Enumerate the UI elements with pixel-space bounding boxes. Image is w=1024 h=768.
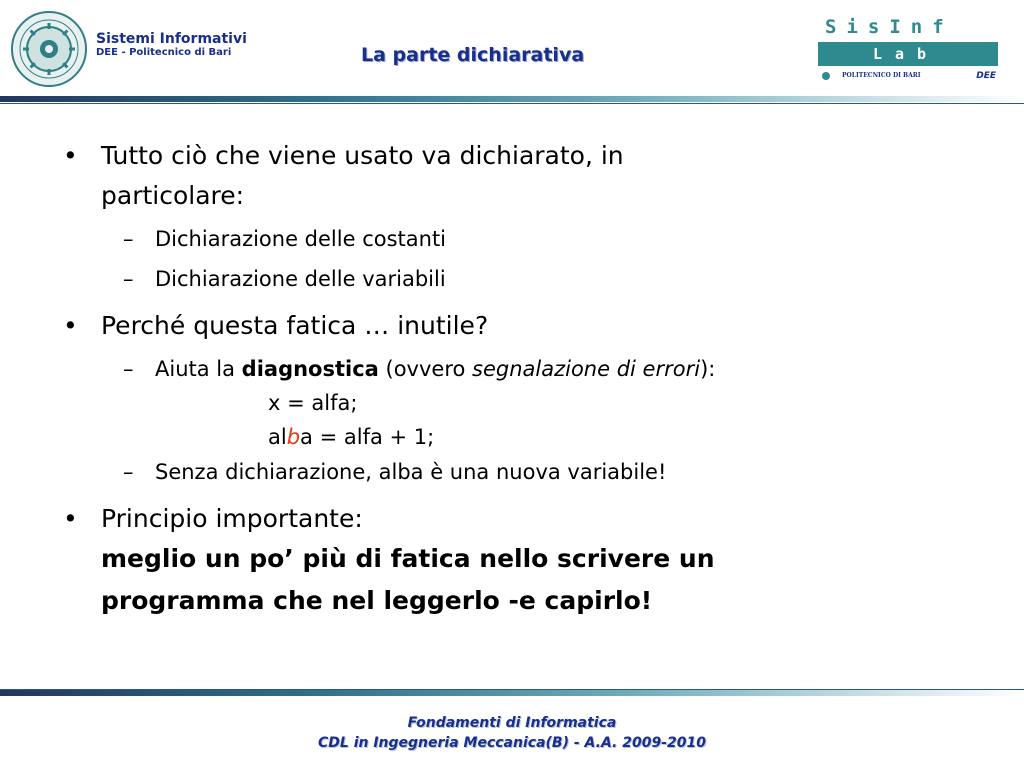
code-typo-highlight: b bbox=[286, 425, 301, 449]
principle-line-2: programma che nel leggerlo -e capirlo! bbox=[101, 586, 653, 615]
brand-block bbox=[96, 31, 247, 59]
bullet-text: Principio importante: bbox=[101, 504, 363, 533]
sub-item-italic: segnalazione di errori bbox=[472, 357, 701, 381]
bullet-text: Tutto ciò che viene usato va dichiarato, in bbox=[101, 141, 624, 170]
sub-item-diagnostics bbox=[123, 354, 716, 384]
footer-degree: CDL in Ingegneria Meccanica(B) - A.A. 2009-2010 bbox=[318, 735, 706, 751]
bullet-marker: • bbox=[63, 141, 78, 170]
footer-divider-band bbox=[0, 690, 1024, 696]
bullet-item-3 bbox=[63, 499, 363, 539]
sub-item-text-mid: (ovvero bbox=[378, 357, 473, 381]
code-line-1: x = alfa; bbox=[268, 391, 358, 415]
header-divider-band bbox=[0, 96, 1024, 102]
bullet-item-1 bbox=[63, 136, 624, 176]
lab-logo-politecnico: POLITECNICO DI BARI bbox=[842, 72, 921, 79]
bullet-marker: • bbox=[63, 311, 78, 340]
brand-subtitle: DEE - Politecnico di Bari bbox=[96, 47, 232, 58]
bullet-text: Perché questa fatica … inutile? bbox=[101, 311, 489, 340]
principle-line-1: meglio un po’ più di fatica nello scrivere un bbox=[101, 544, 715, 573]
lab-logo-dee: DEE bbox=[976, 71, 996, 81]
sub-item-text-suffix: ): bbox=[700, 357, 716, 381]
bullet-item-1-continued bbox=[101, 176, 244, 216]
lab-logo-footer bbox=[818, 70, 998, 82]
dash-marker: – bbox=[123, 227, 134, 251]
sub-item-no-declaration bbox=[123, 457, 667, 487]
gear-icon bbox=[822, 72, 830, 80]
sub-item-text-prefix: Aiuta la bbox=[155, 357, 242, 381]
code-part-a: al bbox=[268, 425, 287, 449]
brand-name: Sistemi Informativi bbox=[96, 31, 247, 47]
sub-item-constants bbox=[123, 224, 447, 254]
dash-marker: – bbox=[123, 460, 134, 484]
code-line-2 bbox=[268, 422, 434, 452]
bullet-marker: • bbox=[63, 504, 78, 533]
politecnico-seal-logo bbox=[10, 10, 88, 88]
sub-item-variables bbox=[123, 264, 446, 294]
sisinf-lab-logo bbox=[818, 14, 998, 84]
code-part-c: a = alfa + 1; bbox=[300, 425, 435, 449]
dash-marker: – bbox=[123, 267, 134, 291]
sub-item-bold: diagnostica bbox=[241, 357, 379, 381]
footer-course: Fondamenti di Informatica bbox=[407, 715, 617, 731]
sub-item-text: Dichiarazione delle variabili bbox=[155, 267, 446, 291]
sub-item-text: Dichiarazione delle costanti bbox=[155, 227, 447, 251]
lab-logo-line2: Lab bbox=[818, 42, 998, 66]
header-divider-line bbox=[0, 103, 1024, 104]
bullet-text: particolare: bbox=[101, 181, 245, 210]
lab-logo-line1: SisInf bbox=[818, 14, 998, 40]
sub-item-text: Senza dichiarazione, alba è una nuova variabile! bbox=[155, 460, 667, 484]
slide-title: La parte dichiarativa bbox=[361, 44, 585, 66]
dash-marker: – bbox=[123, 357, 134, 381]
slide-footer bbox=[0, 713, 1024, 753]
bullet-item-2 bbox=[63, 306, 489, 346]
